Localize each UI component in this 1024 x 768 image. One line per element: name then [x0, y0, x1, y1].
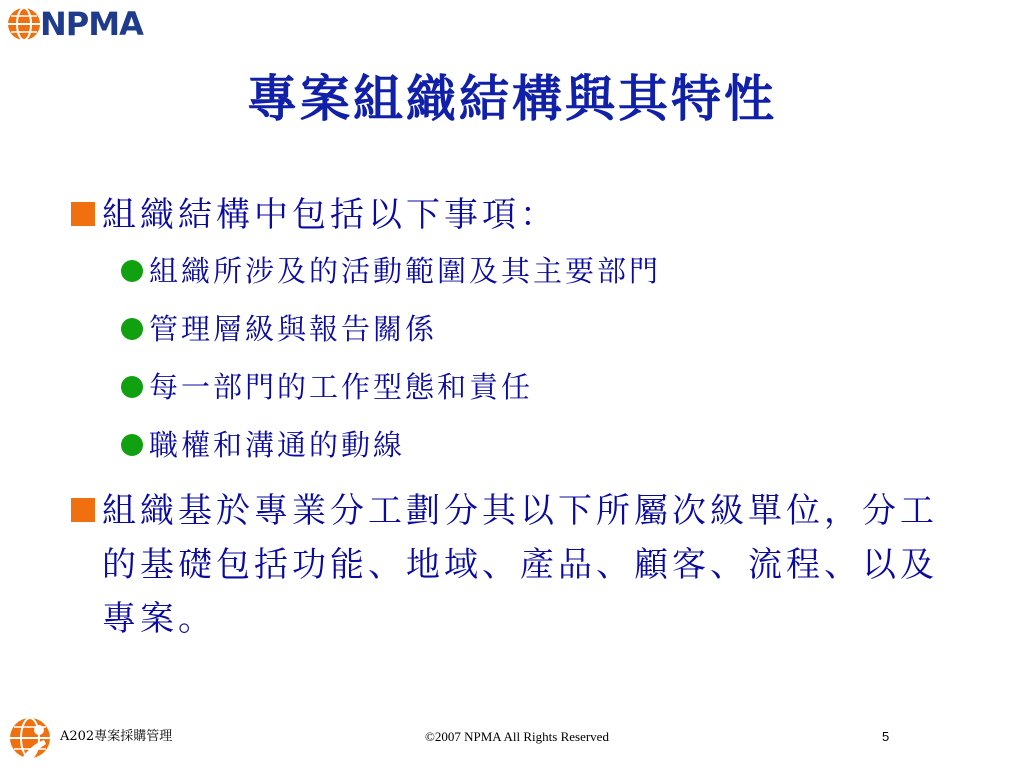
sub-bullet-text: 組織所涉及的活動範圍及其主要部門	[149, 254, 662, 288]
globe-person-logo-icon	[8, 714, 52, 764]
sub-bullet-text: 職權和溝通的動線	[149, 428, 406, 462]
footer-copyright: ©2007 NPMA All Rights Reserved	[425, 729, 609, 744]
bullet-text: 組織結構中包括以下事項：	[102, 195, 558, 235]
bullet-item-2	[60, 484, 962, 646]
sub-bullet-item-4	[60, 416, 960, 474]
square-bullet-icon	[71, 202, 95, 226]
bullet-item-1	[60, 188, 960, 242]
round-bullet-icon	[121, 376, 143, 398]
slide-content	[60, 188, 960, 646]
round-bullet-icon	[121, 434, 143, 456]
npma-logo	[6, 6, 143, 42]
footer-page-number: 5	[882, 729, 890, 744]
square-bullet-icon	[71, 498, 95, 522]
round-bullet-icon	[121, 318, 143, 340]
bullet-text: 組織基於專業分工劃分其以下所屬次級單位，分工的基礎包括功能、地域、產品、顧客、流程、以及專案。	[102, 491, 938, 639]
sub-bullet-item-1	[60, 242, 960, 300]
footer-course: A202專案採購管理	[60, 729, 173, 744]
sub-bullet-text: 管理層級與報告關係	[149, 312, 438, 346]
sub-bullet-item-3	[60, 358, 960, 416]
round-bullet-icon	[121, 260, 143, 282]
footer-logo	[8, 714, 52, 768]
sub-bullet-item-2	[60, 300, 960, 358]
logo-text: NPMA	[40, 5, 143, 43]
globe-logo-icon	[6, 6, 42, 42]
sub-bullet-text: 每一部門的工作型態和責任	[149, 370, 534, 404]
slide-title: 專案組織結構與其特性	[247, 69, 777, 128]
